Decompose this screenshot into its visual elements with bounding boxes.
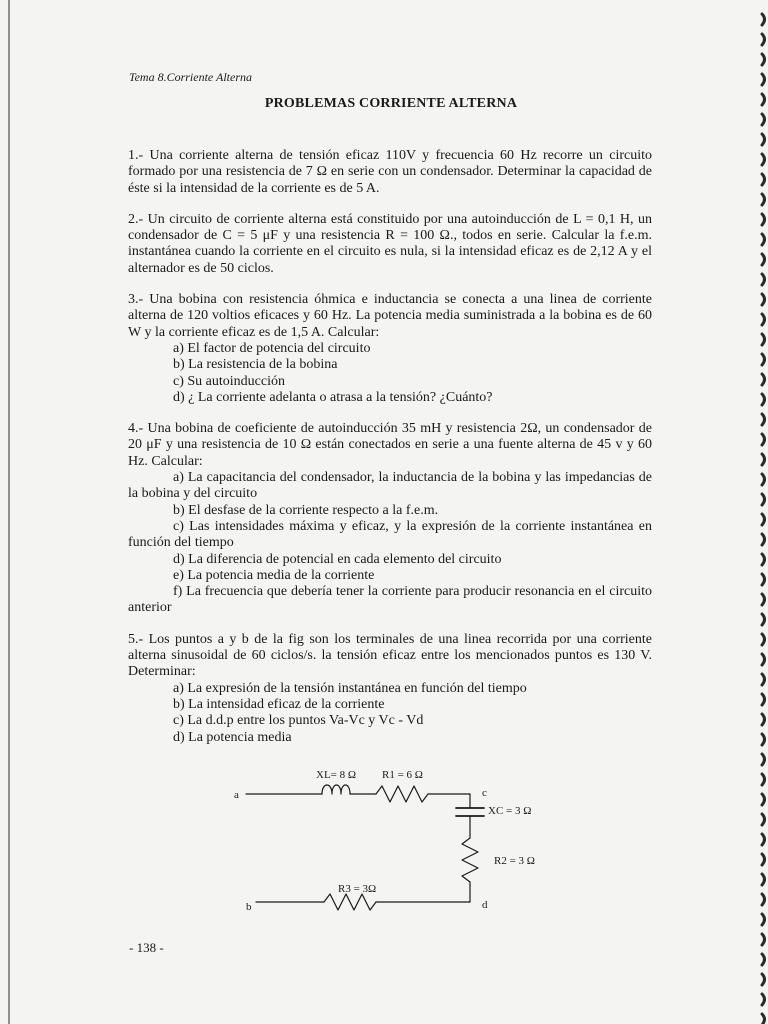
resistor-r3-symbol xyxy=(324,894,376,910)
binding-ring xyxy=(762,134,765,145)
binding-ring xyxy=(762,274,765,285)
binding-ring xyxy=(762,934,765,945)
binding-ring xyxy=(762,914,765,925)
problem-statement: 2.- Un circuito de corriente alterna está constituido por una autoinducción de L = 0,1 H, un condensador de C = 5 μF y una resistencia R = 100 Ω., todos en serie. Calcular la f.e.m. instantánea cuando la corriente en el circuito es nula, si la intensidad eficaz es de 2,12 A y el alternador es de 50 ciclos. xyxy=(128,211,652,276)
binding-ring xyxy=(762,594,765,605)
binding-ring xyxy=(762,654,765,665)
node-b-label: b xyxy=(246,901,252,913)
binding-ring xyxy=(762,994,765,1005)
binding-ring xyxy=(762,14,765,25)
node-a-label: a xyxy=(234,789,239,801)
binding-ring xyxy=(762,854,765,865)
problem-statement: 4.- Una bobina de coeficiente de autoinducción 35 mH y resistencia 2Ω, un condensador de 20 μF y una resistencia de 10 Ω están conectados en serie a una fuente alterna de 45 v y 60 Hz. Calcular: xyxy=(128,421,652,469)
problem-item: a) La capacitancia del condensador, la inductancia de la bobina y las impedancias de la bobina y del circuito xyxy=(128,470,652,502)
problem-item: d) La potencia media xyxy=(173,729,292,745)
binding-ring xyxy=(762,754,765,765)
problem-5 xyxy=(128,632,652,746)
problem-statement: 5.- Los puntos a y b de la fig son los terminales de una linea recorrida por una corriente alterna sinusoidal de 60 ciclos/s. la tensión eficaz entre los mencionados puntos es 130 V. Determinar: xyxy=(128,631,652,680)
page-title: PROBLEMAS CORRIENTE ALTERNA xyxy=(264,96,518,111)
problem-item: a) El factor de potencia del circuito xyxy=(173,340,371,356)
resistor-r1-label: R1 = 6 Ω xyxy=(382,769,423,781)
binding-ring xyxy=(762,954,765,965)
binding-ring xyxy=(762,894,765,905)
binding-ring xyxy=(762,174,765,185)
problem-1 xyxy=(128,148,652,197)
binding-ring xyxy=(762,34,765,45)
node-d-label: d xyxy=(482,899,488,911)
inductor-symbol xyxy=(322,785,350,794)
problem-item: d) La diferencia de potencial en cada elemento del circuito xyxy=(173,551,502,567)
binding-ring xyxy=(762,634,765,645)
binding-ring xyxy=(762,494,765,505)
binding-ring xyxy=(762,1014,765,1024)
binding-ring xyxy=(762,734,765,745)
binding-ring xyxy=(762,294,765,305)
problem-3 xyxy=(128,292,652,406)
circuit-diagram xyxy=(226,762,566,920)
problem-statement: 3.- Una bobina con resistencia óhmica e inductancia se conecta a una linea de corriente alterna de 120 voltios eficaces y 60 Hz. La potencia media suministrada a la bobina es de 60 W y la corriente eficaz es de 1,5 A. Calcular: xyxy=(128,292,652,340)
problem-item: a) La expresión de la tensión instantánea en función del tiempo xyxy=(173,680,527,696)
page-edge-shadow xyxy=(8,0,10,1024)
page-header: Tema 8.Corriente Alterna xyxy=(129,70,253,84)
binding-ring xyxy=(762,374,765,385)
problem-2 xyxy=(128,212,652,277)
binding-ring xyxy=(762,874,765,885)
node-c-label: c xyxy=(482,787,487,799)
binding-ring xyxy=(762,694,765,705)
binding-ring xyxy=(762,774,765,785)
binding-ring xyxy=(762,714,765,725)
binding-ring xyxy=(762,474,765,485)
resistor-r2-label: R2 = 3 Ω xyxy=(494,855,535,867)
binding-ring xyxy=(762,554,765,565)
problem-item: c) La d.d.p entre los puntos Va-Vc y Vc - Vd xyxy=(173,713,424,729)
binding-ring xyxy=(762,394,765,405)
problem-list xyxy=(128,148,652,746)
problem-item: b) La resistencia de la bobina xyxy=(173,357,338,373)
problem-item: c) Su autoinducción xyxy=(173,373,285,389)
resistor-r3-label: R3 = 3Ω xyxy=(338,883,377,895)
resistor-r1-symbol xyxy=(376,786,428,802)
binding-ring xyxy=(762,414,765,425)
binding-ring xyxy=(762,194,765,205)
problem-statement: 1.- Una corriente alterna de tensión eficaz 110V y frecuencia 60 Hz recorre un circuito formado por una resistencia de 7 Ω en serie con un condensador. Determinar la capacidad de éste si la intensidad de la corriente es de 5 A. xyxy=(128,148,652,196)
problem-item: b) El desfase de la corriente respecto a la f.e.m. xyxy=(173,502,439,518)
binding-ring xyxy=(762,434,765,445)
problem-4 xyxy=(128,421,652,617)
binding-ring xyxy=(762,834,765,845)
problem-item: b) La intensidad eficaz de la corriente xyxy=(173,696,385,712)
capacitor-label: XC = 3 Ω xyxy=(488,805,532,817)
binding-ring xyxy=(762,454,765,465)
binding-ring xyxy=(762,974,765,985)
binding-ring xyxy=(762,354,765,365)
binding-ring xyxy=(762,534,765,545)
resistor-r2-symbol xyxy=(462,838,478,882)
binding-ring xyxy=(762,514,765,525)
binding-ring xyxy=(762,114,765,125)
binding-ring xyxy=(762,254,765,265)
binding-ring xyxy=(762,74,765,85)
binding-ring xyxy=(762,54,765,65)
page-number: - 138 - xyxy=(129,940,164,955)
problem-item: d) ¿ La corriente adelanta o atrasa a la tensión? ¿Cuánto? xyxy=(173,389,493,405)
binding-ring xyxy=(762,334,765,345)
binding-ring xyxy=(762,674,765,685)
problem-item: f) La frecuencia que debería tener la corriente para producir resonancia en el circuito anterior xyxy=(128,584,652,616)
binding-ring xyxy=(762,614,765,625)
binding-ring xyxy=(762,814,765,825)
binding-ring xyxy=(762,574,765,585)
binding-ring xyxy=(762,314,765,325)
binding-ring xyxy=(762,794,765,805)
spiral-binding xyxy=(748,0,768,1024)
problem-item: e) La potencia media de la corriente xyxy=(173,567,375,583)
binding-ring xyxy=(762,154,765,165)
binding-ring xyxy=(762,234,765,245)
inductor-label: XL= 8 Ω xyxy=(316,769,357,781)
binding-ring xyxy=(762,214,765,225)
problem-item: c) Las intensidades máxima y eficaz, y la expresión de la corriente instantánea en función del tiempo xyxy=(128,518,652,551)
